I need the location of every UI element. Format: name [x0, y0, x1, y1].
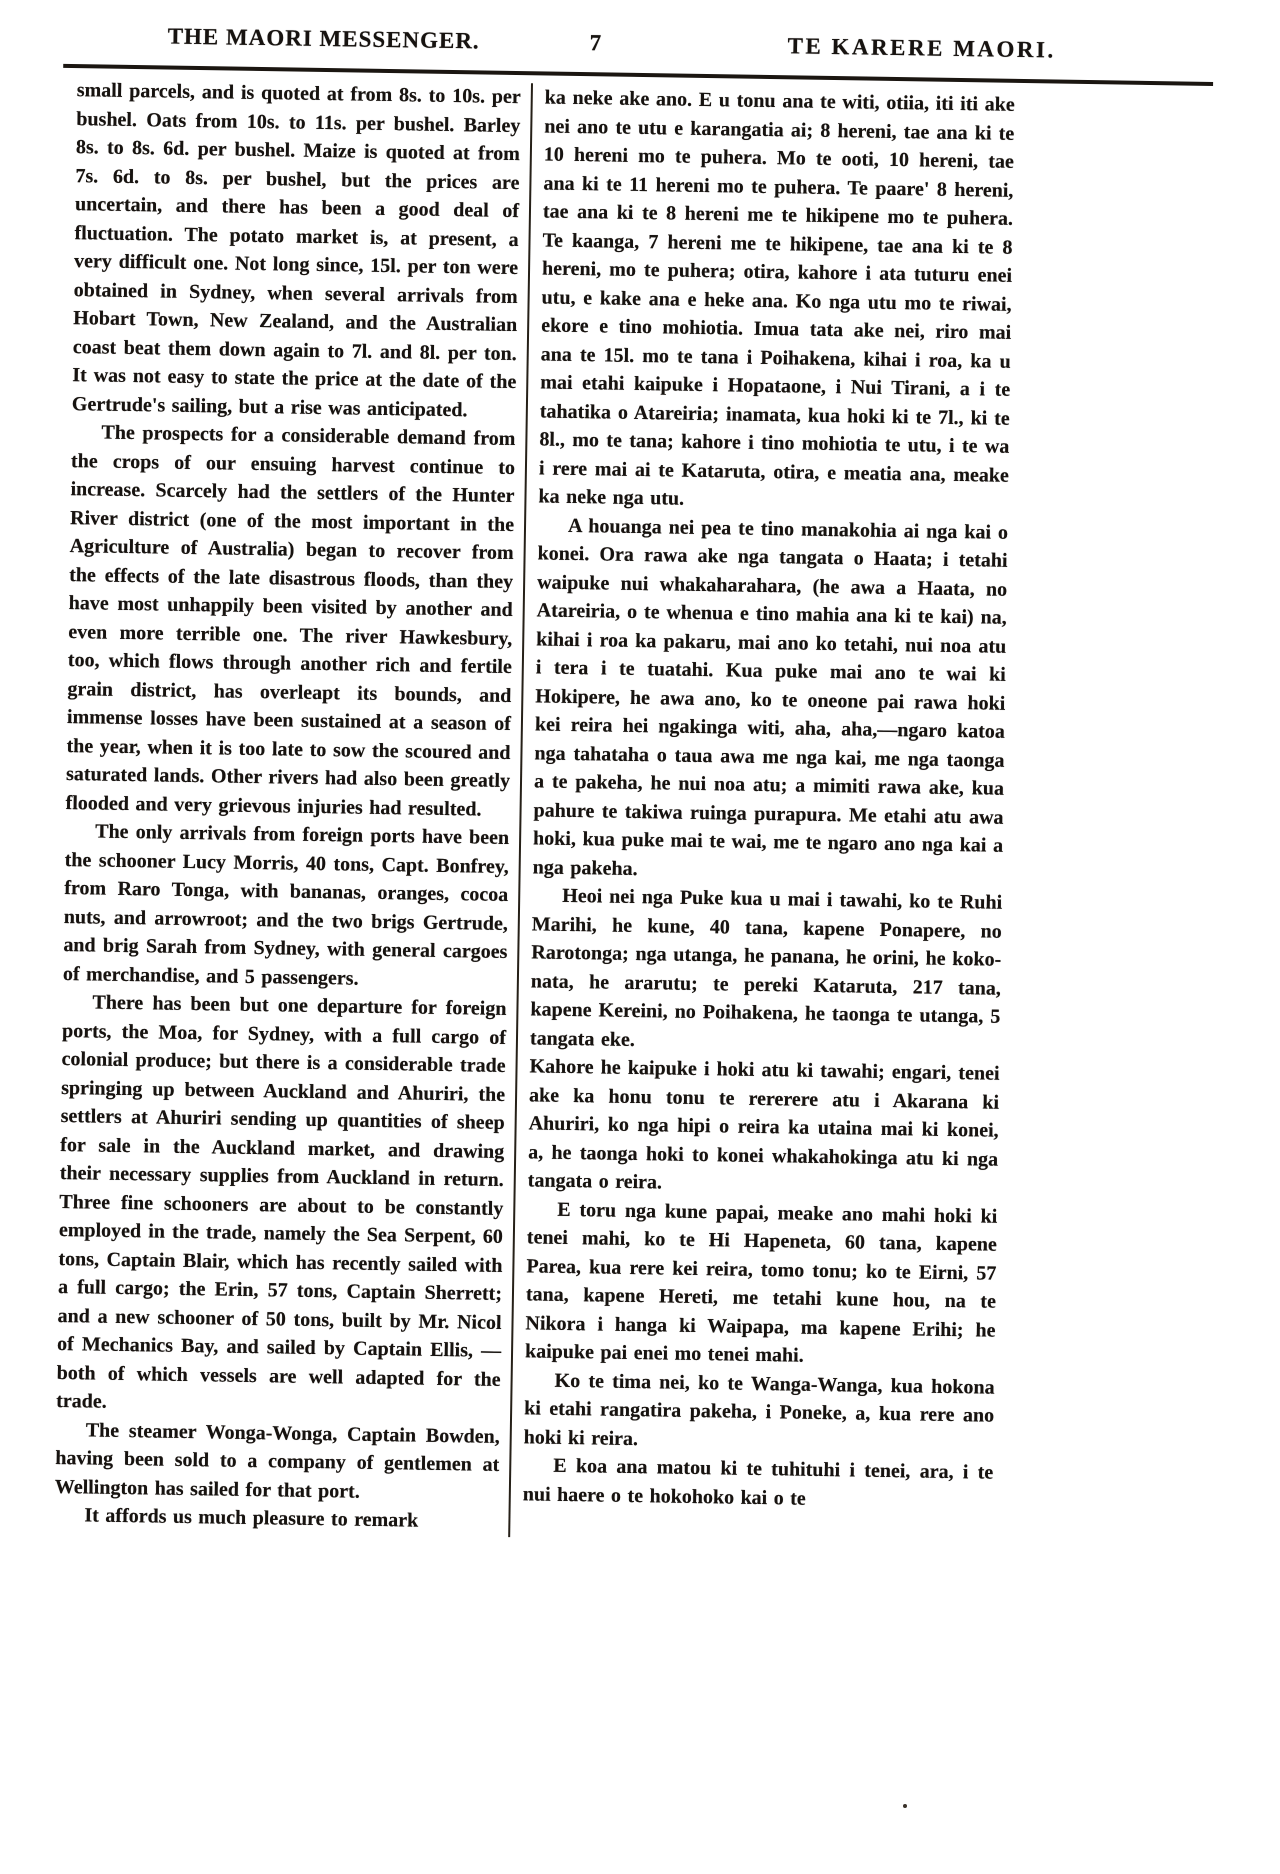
masthead-english-title: THE MAORI MESSENGER.	[167, 23, 480, 54]
maori-column	[508, 83, 1015, 1544]
scan-speck	[903, 1804, 907, 1808]
english-paragraph: The steamer Wonga-Wonga, Captain Bowden, having been sold to a company of gentlemen at Wellington has sailed for that port.	[54, 1418, 500, 1503]
maori-paragraph: Heoi nei nga Puke kua u mai i tawahi, ko te Ruhi Marihi, he kune, 40 tana, kapene Ponapere, no Rarotonga; nga utanga, he panana, he orini, he koko-nata, he ararutu; te pereki Kataruta, 217 tana, kapene Kereini, no Poihakena, he taonga te utanga, 5 tangata eke.	[529, 884, 1003, 1051]
maori-paragraph: E koa ana matou ki te tuhituhi i tenei, ara, i te nui haere o te hokohoko kai o te	[522, 1454, 994, 1510]
english-paragraph: It affords us much pleasure to remark	[84, 1504, 419, 1532]
english-column	[46, 76, 531, 1537]
maori-paragraph: Kahore he kaipuke i hoki atu ki tawahi; engari, tenei ake ka honu tonu te rererere atu i Akarana ki Ahuriri, ko nga hipi o reira ka utaina mai ki konei, a, he taonga hoki to konei whakahokinga atu ki nga tangata o reira.	[527, 1055, 1000, 1194]
article-columns	[46, 76, 1031, 1544]
maori-paragraph: E toru nga kune papai, meake ano mahi hoki ki tenei mahi, ko te Hi Hapeneta, 60 tana, kapene Parea, kua rere kei reira, tomo tonu; ko te Eirni, 57 tana, kapene Hereti, me tetahi kune hou, na te Nikora i hanga ki Waipapa, ma kapene Erihi; he kaipuke pai enei mo tenei mahi.	[524, 1198, 998, 1367]
maori-paragraph: A houanga nei pea te tino manakohia ai nga kai o konei. Ora rawa ake nga tangata o Haata; i tetahi waipuke nui whakaharahara, (he awa a Haata, no Atareiria, o te whenua e tino mahia ana ki te kai) na, kihai i roa ka pakaru, mai ano ko tetahi, nui noa atu i tera i te tuatahi. Kua puke mai ano te wai ki Hokipere, he awa ano, ko te oneone pai rawa hoki kei reira hei ngakinga witi, aha, aha,—ngaro katoa nga tahataha o taua awa me nga kai, me nga taonga a te pakeha, he nui noa atu; a mimiti rawa ake, kua pahure te takiwa ruinga purapura. Me etahi atu awa hoki, kua puke mai te wai, me te ngaro ano nga kai a nga pakeha.	[532, 514, 1009, 880]
masthead-maori-title: TE KARERE MAORI.	[787, 33, 1056, 63]
english-paragraph: The only arrivals from foreign ports have been the schooner Lucy Morris, 40 tons, Capt. Bonfrey, from Raro Tonga, with bananas, oranges, cocoa nuts, and arrowroot; and the two brigs Gertrude, and brig Sarah from Sydney, with general cargoes of merchandise, and 5 passengers.	[62, 820, 510, 990]
maori-paragraph: Ko te tima nei, ko te Wanga-Wanga, kua hokona ki etahi rangatira pakeha, i Poneke, a, kua rere ano hoki ki reira.	[523, 1369, 995, 1450]
english-paragraph: small parcels, and is quoted at from 8s. to 10s. per bushel. Oats from 10s. to 11s. per bushel. Barley 8s. to 8s. 6d. per bushel. Maize is quoted at from 7s. 6d. to 8s. per bushel, but the prices are uncertain, and there has been a good deal of fluctuation. The potato market is, at present, a very difficult one. Not long since, 15l. per ton were obtained in Sydney, when several arrivals from Hobart Town, New Zealand, and the Australian coast beat them down again to 7l. and 8l. per ton. It was not easy to state the price at the date of the Gertrude's sailing, but a rise was anticipated.	[71, 79, 521, 421]
newspaper-page	[46, 16, 1056, 1544]
page-number: 7	[589, 30, 602, 56]
english-paragraph: The prospects for a considerable demand from the crops of our ensuing harvest continue to increase. Scarcely had the settlers of the Hunter River district (one of the most important in the Agriculture of Australia) began to recover from the effects of the late disastrous floods, than they have most unhappily been visited by another and even more terrible one. The river Hawkesbury, too, which flows through another rich and fertile grain district, has overleapt its bounds, and immense losses have been sustained at a season of the year, when it is too late to sow the scoured and saturated lands. Other rivers had also been greatly flooded and very grievous injuries had resulted.	[65, 421, 516, 821]
maori-paragraph: ka neke ake ano. E u tonu ana te witi, otiia, iti iti ake nei ano te utu e karangatia ai; 8 hereni, tae ana ki te 10 hereni mo te puhera. Mo te ooti, 10 hereni, tae ana ki te 11 hereni mo te puhera. Te paare' 8 hereni, tae ana ki te 8 hereni me te hikipene mo te puhera. Te kaanga, 7 hereni me te hikipene, tae ana ki te 8 hereni, mo te puhera; otira, kahore i ata tuturu enei utu, e kake ana e heke ana. Ko nga utu mo te riwai, ekore e tino mohiotia. Imua tata ake nei, riro mai ana te 15l. mo te tana i Poihakena, kihai i roa, ka u mai etahi kaipuke i Hopataone, i Nui Tirani, a i te tahatika o Atareiria; inamata, kua hoki ki te 7l., ki te 8l., mo te tana; kahore i tino mohiotia te utu, i te wa i rere mai ai te Kataruta, otira, e meatia ana, meake ka neke nga utu.	[538, 86, 1015, 510]
english-paragraph: There has been but one departure for foreign ports, the Moa, for Sydney, with a full cargo of colonial produce; but there is a considerable trade springing up between Auckland and Ahuriri, the settlers at Ahuriri sending up quantities of sheep for sale in the Auckland market, and drawing their necessary supplies from Auckland in return. Three fine schooners are about to be constantly employed in the trade, namely the Sea Serpent, 60 tons, Captain Blair, which has recently sailed with a full cargo; the Erin, 57 tons, Captain Sherrett; and a new schooner of 50 tons, built by Mr. Nicol of Mechanics Bay, and sailed by Captain Ellis, —both of which vessels are well adapted for the trade.	[56, 991, 507, 1413]
